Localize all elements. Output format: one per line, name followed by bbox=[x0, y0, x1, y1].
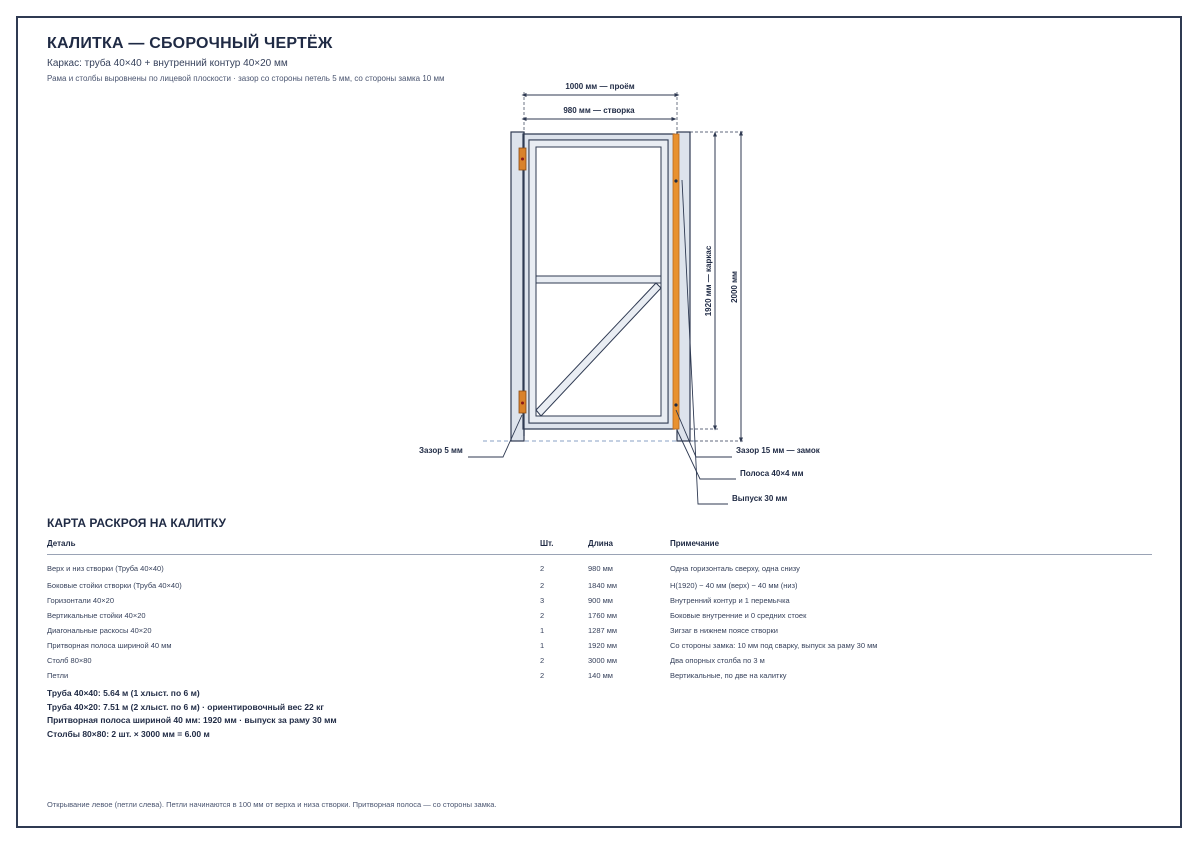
label-gap-lock: Зазор 15 мм — замок bbox=[736, 446, 820, 455]
total-posts: Столбы 80×80: 2 шт. × 3000 мм = 6.00 м bbox=[47, 728, 210, 739]
cell-note: Со стороны замка: 10 мм под сварку, выпуск за раму 30 мм bbox=[670, 641, 878, 650]
label-strip: Полоса 40×4 мм bbox=[740, 469, 804, 478]
cell-note: Боковые внутренние и 0 средних стоек bbox=[670, 611, 807, 620]
cell-qty: 1 bbox=[540, 626, 545, 635]
cell-length: 1287 мм bbox=[588, 626, 618, 635]
total-tube-40x40: Труба 40×40: 5.64 м (1 хлыст. по 6 м) bbox=[47, 688, 200, 698]
label-gap-hinge: Зазор 5 мм bbox=[419, 446, 463, 455]
cell-part: Притворная полоса шириной 40 мм bbox=[47, 641, 172, 650]
cell-part: Горизонтали 40×20 bbox=[47, 596, 114, 605]
dim-frame-height-label: 1920 мм — каркас bbox=[704, 245, 713, 317]
dim-leaf-label: 980 мм — створка bbox=[563, 106, 635, 115]
cell-length: 140 мм bbox=[588, 671, 613, 680]
cell-qty: 2 bbox=[540, 611, 545, 620]
table-row bbox=[47, 623, 1152, 638]
total-closing-strip: Притворная полоса шириной 40 мм: 1920 мм · выпуск за раму 30 мм bbox=[47, 715, 337, 725]
middle-crossbar bbox=[536, 276, 661, 283]
cell-part: Вертикальные стойки 40×20 bbox=[47, 611, 146, 620]
cell-qty: 2 bbox=[540, 581, 545, 590]
cell-note: Внутренний контур и 1 перемычка bbox=[670, 596, 790, 605]
strip-dot-top bbox=[674, 179, 677, 182]
table-row bbox=[47, 653, 1152, 668]
cell-note: H(1920) − 40 мм (верх) − 40 мм (низ) bbox=[670, 581, 798, 590]
cell-length: 1760 мм bbox=[588, 611, 618, 620]
totals-block bbox=[47, 687, 337, 741]
cell-note: Зигзаг в нижнем поясе створки bbox=[670, 626, 778, 635]
dim-total-height-label: 2000 мм bbox=[730, 271, 739, 303]
footer-note: Открывание левое (петли слева). Петли начинаются в 100 мм от верха и низа створки. Притворная полоса — со стороны замка. bbox=[47, 800, 497, 809]
page-subtitle: Каркас: труба 40×40 + внутренний контур 40×20 мм bbox=[47, 58, 288, 69]
cell-length: 3000 мм bbox=[588, 656, 618, 665]
cell-length: 900 мм bbox=[588, 596, 613, 605]
table-row bbox=[47, 608, 1152, 623]
label-overhang: Выпуск 30 мм bbox=[732, 494, 788, 503]
cell-length: 980 мм bbox=[588, 564, 613, 573]
cell-note: Вертикальные, по две на калитку bbox=[670, 671, 787, 680]
cell-part: Петли bbox=[47, 671, 69, 680]
col-header-qty: Шт. bbox=[540, 535, 588, 555]
table-row bbox=[47, 668, 1152, 683]
diagonal-brace bbox=[536, 283, 661, 416]
page-note: Рама и столбы выровнены по лицевой плоскости · зазор со стороны петель 5 мм, со стороны замка 10 мм bbox=[47, 74, 445, 83]
cell-qty: 2 bbox=[540, 671, 545, 680]
dim-opening-label: 1000 мм — проём bbox=[565, 82, 635, 91]
page-title: КАЛИТКА — СБОРОЧНЫЙ ЧЕРТЁЖ bbox=[47, 35, 333, 52]
hinge-bottom-pin bbox=[521, 402, 524, 405]
cell-part: Столб 80×80 bbox=[47, 656, 92, 665]
cut-table bbox=[47, 535, 1152, 683]
cell-note: Одна горизонталь сверху, одна снизу bbox=[670, 564, 800, 573]
closing-strip bbox=[673, 134, 679, 429]
cell-qty: 2 bbox=[540, 656, 545, 665]
cell-part: Диагональные раскосы 40×20 bbox=[47, 626, 152, 635]
table-row bbox=[47, 555, 1152, 579]
cell-length: 1920 мм bbox=[588, 641, 618, 650]
cell-qty: 3 bbox=[540, 596, 545, 605]
col-header-length: Длина bbox=[588, 535, 670, 555]
cell-length: 1840 мм bbox=[588, 581, 618, 590]
col-header-note: Примечание bbox=[670, 535, 1152, 555]
cell-qty: 1 bbox=[540, 641, 545, 650]
cell-qty: 2 bbox=[540, 564, 545, 573]
strip-dot-bottom bbox=[674, 403, 677, 406]
cell-note: Два опорных столба по 3 м bbox=[670, 656, 765, 665]
cut-table-title: КАРТА РАСКРОЯ НА КАЛИТКУ bbox=[47, 516, 226, 530]
col-header-part: Деталь bbox=[47, 535, 540, 555]
total-tube-40x20: Труба 40×20: 7.51 м (2 хлыст. по 6 м) · ориентировочный вес 22 кг bbox=[47, 701, 324, 712]
cell-part: Боковые стойки створки (Труба 40×40) bbox=[47, 581, 182, 590]
cut-table-header-row bbox=[47, 535, 1152, 555]
hinge-top-pin bbox=[521, 158, 524, 161]
table-row bbox=[47, 638, 1152, 653]
table-row bbox=[47, 578, 1152, 593]
cell-part: Верх и низ створки (Труба 40×40) bbox=[47, 564, 164, 573]
table-row bbox=[47, 593, 1152, 608]
